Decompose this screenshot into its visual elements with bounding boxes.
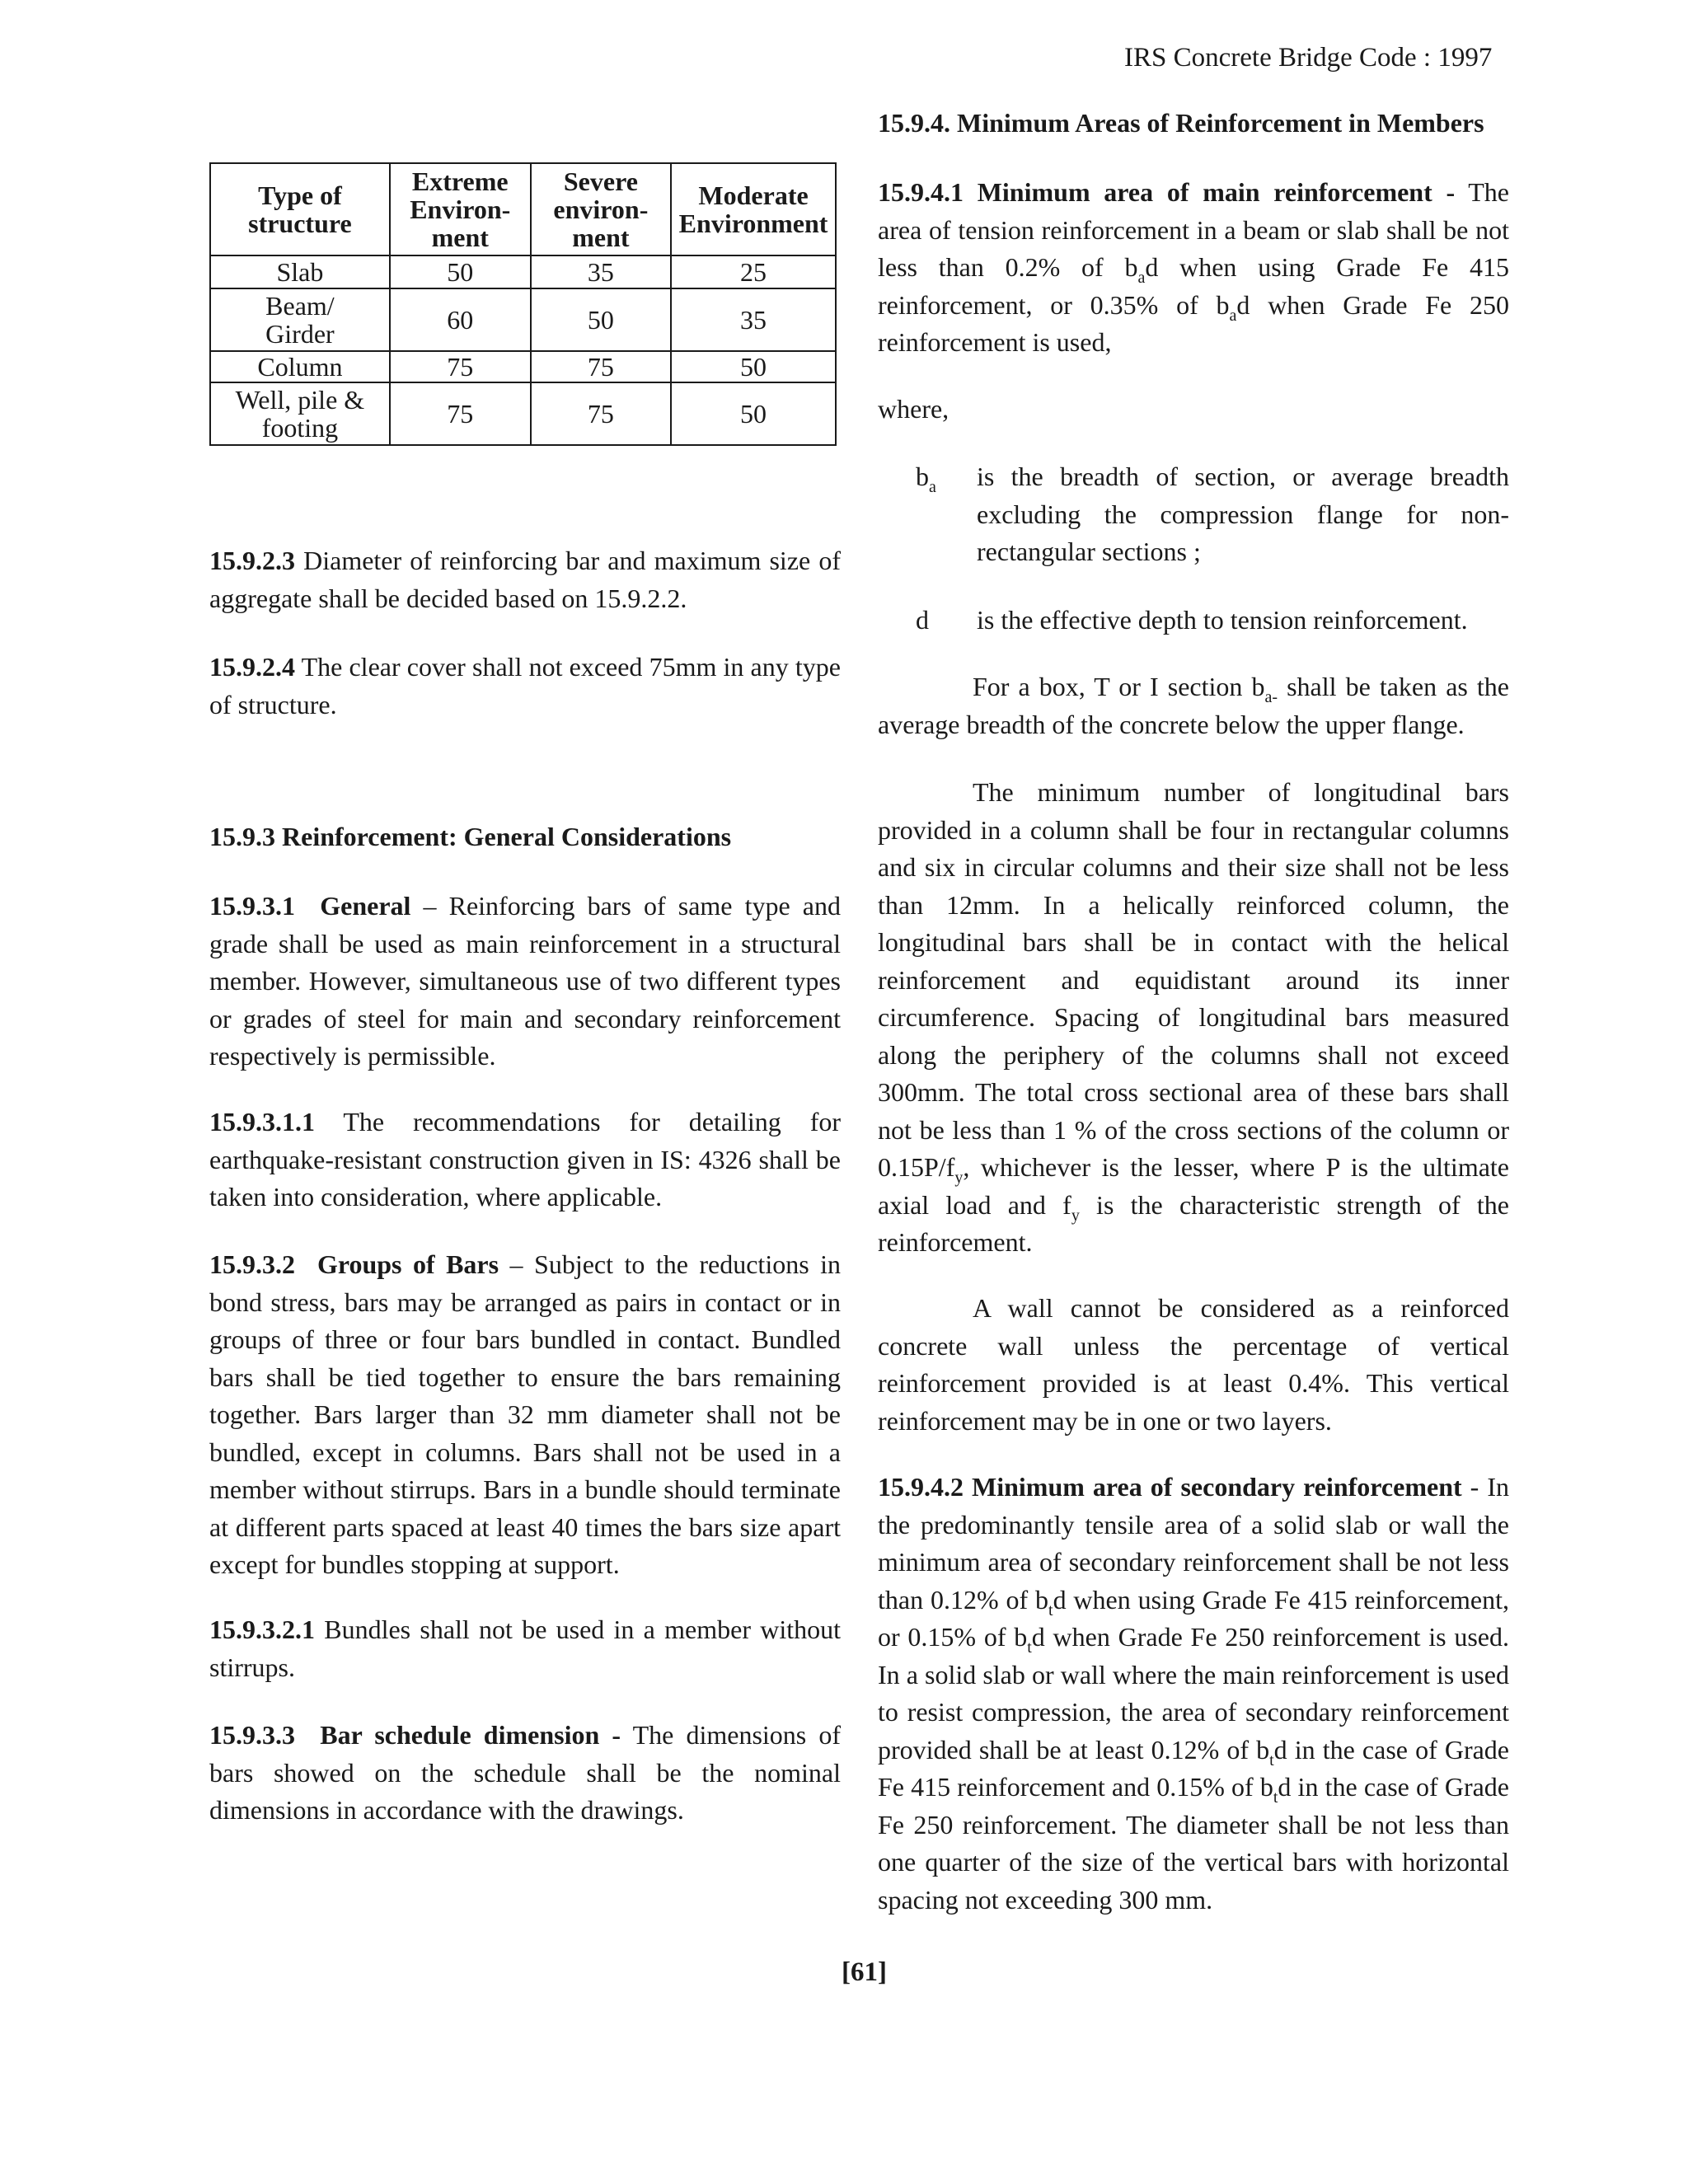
clause-text: d in the case of Grade Fe 415 reinforcement and 0.15% of b	[878, 1734, 1509, 1802]
clause-heading: 15.9.4.2 Minimum area of secondary reinforcement	[878, 1472, 1462, 1502]
clause-text: Bundles shall not be used in a member without stirrups.	[209, 1615, 841, 1682]
clause-text: Diameter of reinforcing bar and maximum size of aggregate shall be decided based on 15.9.2.2.	[209, 546, 841, 613]
paragraph-text: A wall cannot be considered as a reinforced concrete wall unless the percentage of vertical reinforcement provided is at least 0.4%. This vertical reinforcement may be in one or two layers.	[878, 1293, 1509, 1436]
clause-15-9-4-2	[878, 1469, 1509, 1919]
clause-15-9-3-2	[209, 1246, 841, 1584]
table-cell: 50	[531, 288, 671, 351]
where-label	[878, 391, 1509, 429]
clause-15-9-2-4	[209, 649, 841, 724]
paragraph-text: is the characteristic strength of the reinforcement.	[878, 1189, 1510, 1257]
subscript: a-	[1264, 688, 1278, 706]
clause-number: 15.9.3.1	[209, 891, 295, 921]
running-header: IRS Concrete Bridge Code : 1997	[1124, 43, 1493, 73]
clause-text: - In the predominantly tensile area of a solid slab or wall the minimum area of secondary reinforcement shall be not less than 0.12% of b	[878, 1472, 1510, 1615]
clause-number: 15.9.3.2.1	[209, 1615, 315, 1644]
table-cell: 75	[390, 351, 531, 382]
table-cell: 25	[671, 255, 836, 288]
definition-text-ba	[977, 458, 1509, 571]
clause-number: 15.9.3.1.1	[209, 1107, 315, 1137]
symbol: b	[916, 462, 929, 491]
subscript: t	[1273, 1788, 1278, 1807]
clause-15-9-3-1	[209, 888, 841, 1076]
table-header-cell: Type of structure	[210, 163, 390, 255]
table-row	[210, 382, 836, 445]
definition-text-d	[977, 602, 1509, 640]
table-row	[210, 288, 836, 351]
clause-text: d when using Grade Fe 415 reinforcement, or 0.15% of b	[878, 1584, 1510, 1652]
section-heading: 15.9.3 Reinforcement: General Considerations	[209, 822, 732, 851]
table-cell: Well, pile & footing	[210, 382, 390, 445]
table-cell: 60	[390, 288, 531, 351]
subscript: y	[1071, 1206, 1080, 1225]
definition-text: is the breadth of section, or average breadth excluding the compression flange for non-rectangular sections ;	[977, 462, 1509, 566]
symbol: d	[916, 605, 929, 635]
clause-number: 15.9.3.3	[209, 1720, 295, 1750]
paragraph-text: The minimum number of longitudinal bars provided in a column shall be four in rectangular columns and six in circular columns and their size shall not be less than 12mm. In a helically reinforced column, the longitudinal bars shall be in contact with the helical reinforcement and equidistant around its inner circumference. Spacing of longitudinal bars measured along the periphery of the columns shall not exceed 300mm. The total cross sectional area of these bars shall not be less than 1 % of the cross sections of the column or 0.15P/f	[878, 777, 1509, 1182]
subscript: a	[1229, 306, 1237, 325]
clause-text: d when using Grade Fe 415 reinforcement, or 0.35% of b	[878, 252, 1510, 320]
subscript: a	[1137, 269, 1146, 287]
paragraph-box-section	[878, 668, 1509, 743]
table-row	[210, 255, 836, 288]
clause-text: – Reinforcing bars of same type and grade shall be used as main reinforcement in a structural member. However, simultaneous use of two different types or grades of steel for main and secondary reinforcement respectively is permissible.	[209, 891, 842, 1071]
clause-title: Bar schedule dimension -	[320, 1720, 621, 1750]
table-cell: 50	[671, 382, 836, 445]
table-header-cell: Extreme Environ- ment	[390, 163, 531, 255]
clause-15-9-3-1-1	[209, 1104, 841, 1216]
table-cell: 75	[531, 351, 671, 382]
table-cell: 50	[390, 255, 531, 288]
clause-text: d in the case of Grade Fe 250 reinforcement. The diameter shall be not less than one quarter of the size of the vertical bars with horizontal spacing not exceeding 300 mm.	[878, 1772, 1510, 1915]
table-cell: 75	[390, 382, 531, 445]
paragraph-text: , whichever is the lesser, where P is the ultimate axial load and f	[878, 1152, 1509, 1220]
clause-title: Groups of Bars	[316, 1249, 499, 1279]
subscript: y	[954, 1169, 964, 1187]
clause-text: The recommendations for detailing for earthquake-resistant construction given in IS: 4326 shall be taken into consideration, where applicable.	[209, 1107, 841, 1212]
section-heading-15-9-3	[209, 818, 841, 856]
paragraph-text: For a box, T or I section b	[973, 672, 1265, 701]
subscript: t	[1027, 1638, 1032, 1657]
clause-15-9-3-2-1	[209, 1611, 841, 1686]
clause-15-9-3-3	[209, 1717, 841, 1830]
clause-15-9-4-1	[878, 174, 1509, 362]
clear-cover-table	[209, 162, 837, 446]
clause-heading: 15.9.4.1 Minimum area of main reinforcement -	[878, 177, 1456, 207]
definition-symbol-ba	[916, 458, 936, 496]
paragraph-text: shall be taken as the average breadth of the concrete below the upper flange.	[878, 672, 1510, 739]
table-cell: 75	[531, 382, 671, 445]
table-header-cell: Moderate Environment	[671, 163, 836, 255]
clause-title: General	[320, 891, 411, 921]
table-cell: 50	[671, 351, 836, 382]
page-number: [61]	[842, 1957, 887, 1987]
clause-number: 15.9.3.2	[209, 1249, 295, 1279]
clause-text: d when Grade Fe 250 reinforcement is used. In a solid slab or wall where the main reinforcement is used to resist compression, the area of secondary reinforcement provided shall be at least 0.12% of b	[878, 1622, 1510, 1765]
clause-text: d when Grade Fe 250 reinforcement is used,	[878, 289, 1510, 357]
table-cell: Slab	[210, 255, 390, 288]
clause-text: – Subject to the reductions in bond stress, bars may be arranged as pairs in contact or in groups of three or four bars bundled in contact. Bundled bars shall be tied together to ensure the bars remaining together. Bars larger than 32 mm diameter shall not be bundled, except in columns. Bars shall not be used in a member without stirrups. Bars in a bundle should terminate at different parts spaced at least 40 times the bars size apart except for bundles stopping at support.	[209, 1249, 842, 1579]
clause-number: 15.9.2.3	[209, 546, 295, 575]
table-cell: Beam/ Girder	[210, 288, 390, 351]
section-heading-15-9-4	[878, 105, 1509, 143]
table-row	[210, 351, 836, 382]
table-cell: 35	[531, 255, 671, 288]
table-header-cell: Severe environ- ment	[531, 163, 671, 255]
subscript: t	[1048, 1601, 1053, 1619]
table-cell: Column	[210, 351, 390, 382]
clause-text: The area of tension reinforcement in a beam or slab shall be not less than 0.2% of b	[878, 177, 1510, 282]
paragraph-columns	[878, 774, 1509, 1262]
definition-symbol-d	[916, 602, 929, 640]
clause-number: 15.9.2.4	[209, 652, 295, 682]
definition-text: is the effective depth to tension reinforcement.	[977, 605, 1468, 635]
where-text: where,	[878, 394, 950, 424]
clause-15-9-2-3	[209, 542, 841, 617]
table-cell: 35	[671, 288, 836, 351]
clause-text: The dimensions of bars showed on the schedule shall be the nominal dimensions in accordance with the drawings.	[209, 1720, 842, 1825]
paragraph-wall	[878, 1290, 1509, 1440]
subscript: a	[929, 478, 936, 496]
table-header-row	[210, 163, 836, 255]
clause-text: The clear cover shall not exceed 75mm in any type of structure.	[209, 652, 841, 719]
section-heading: 15.9.4. Minimum Areas of Reinforcement in Members	[878, 108, 1484, 138]
subscript: t	[1269, 1750, 1274, 1769]
